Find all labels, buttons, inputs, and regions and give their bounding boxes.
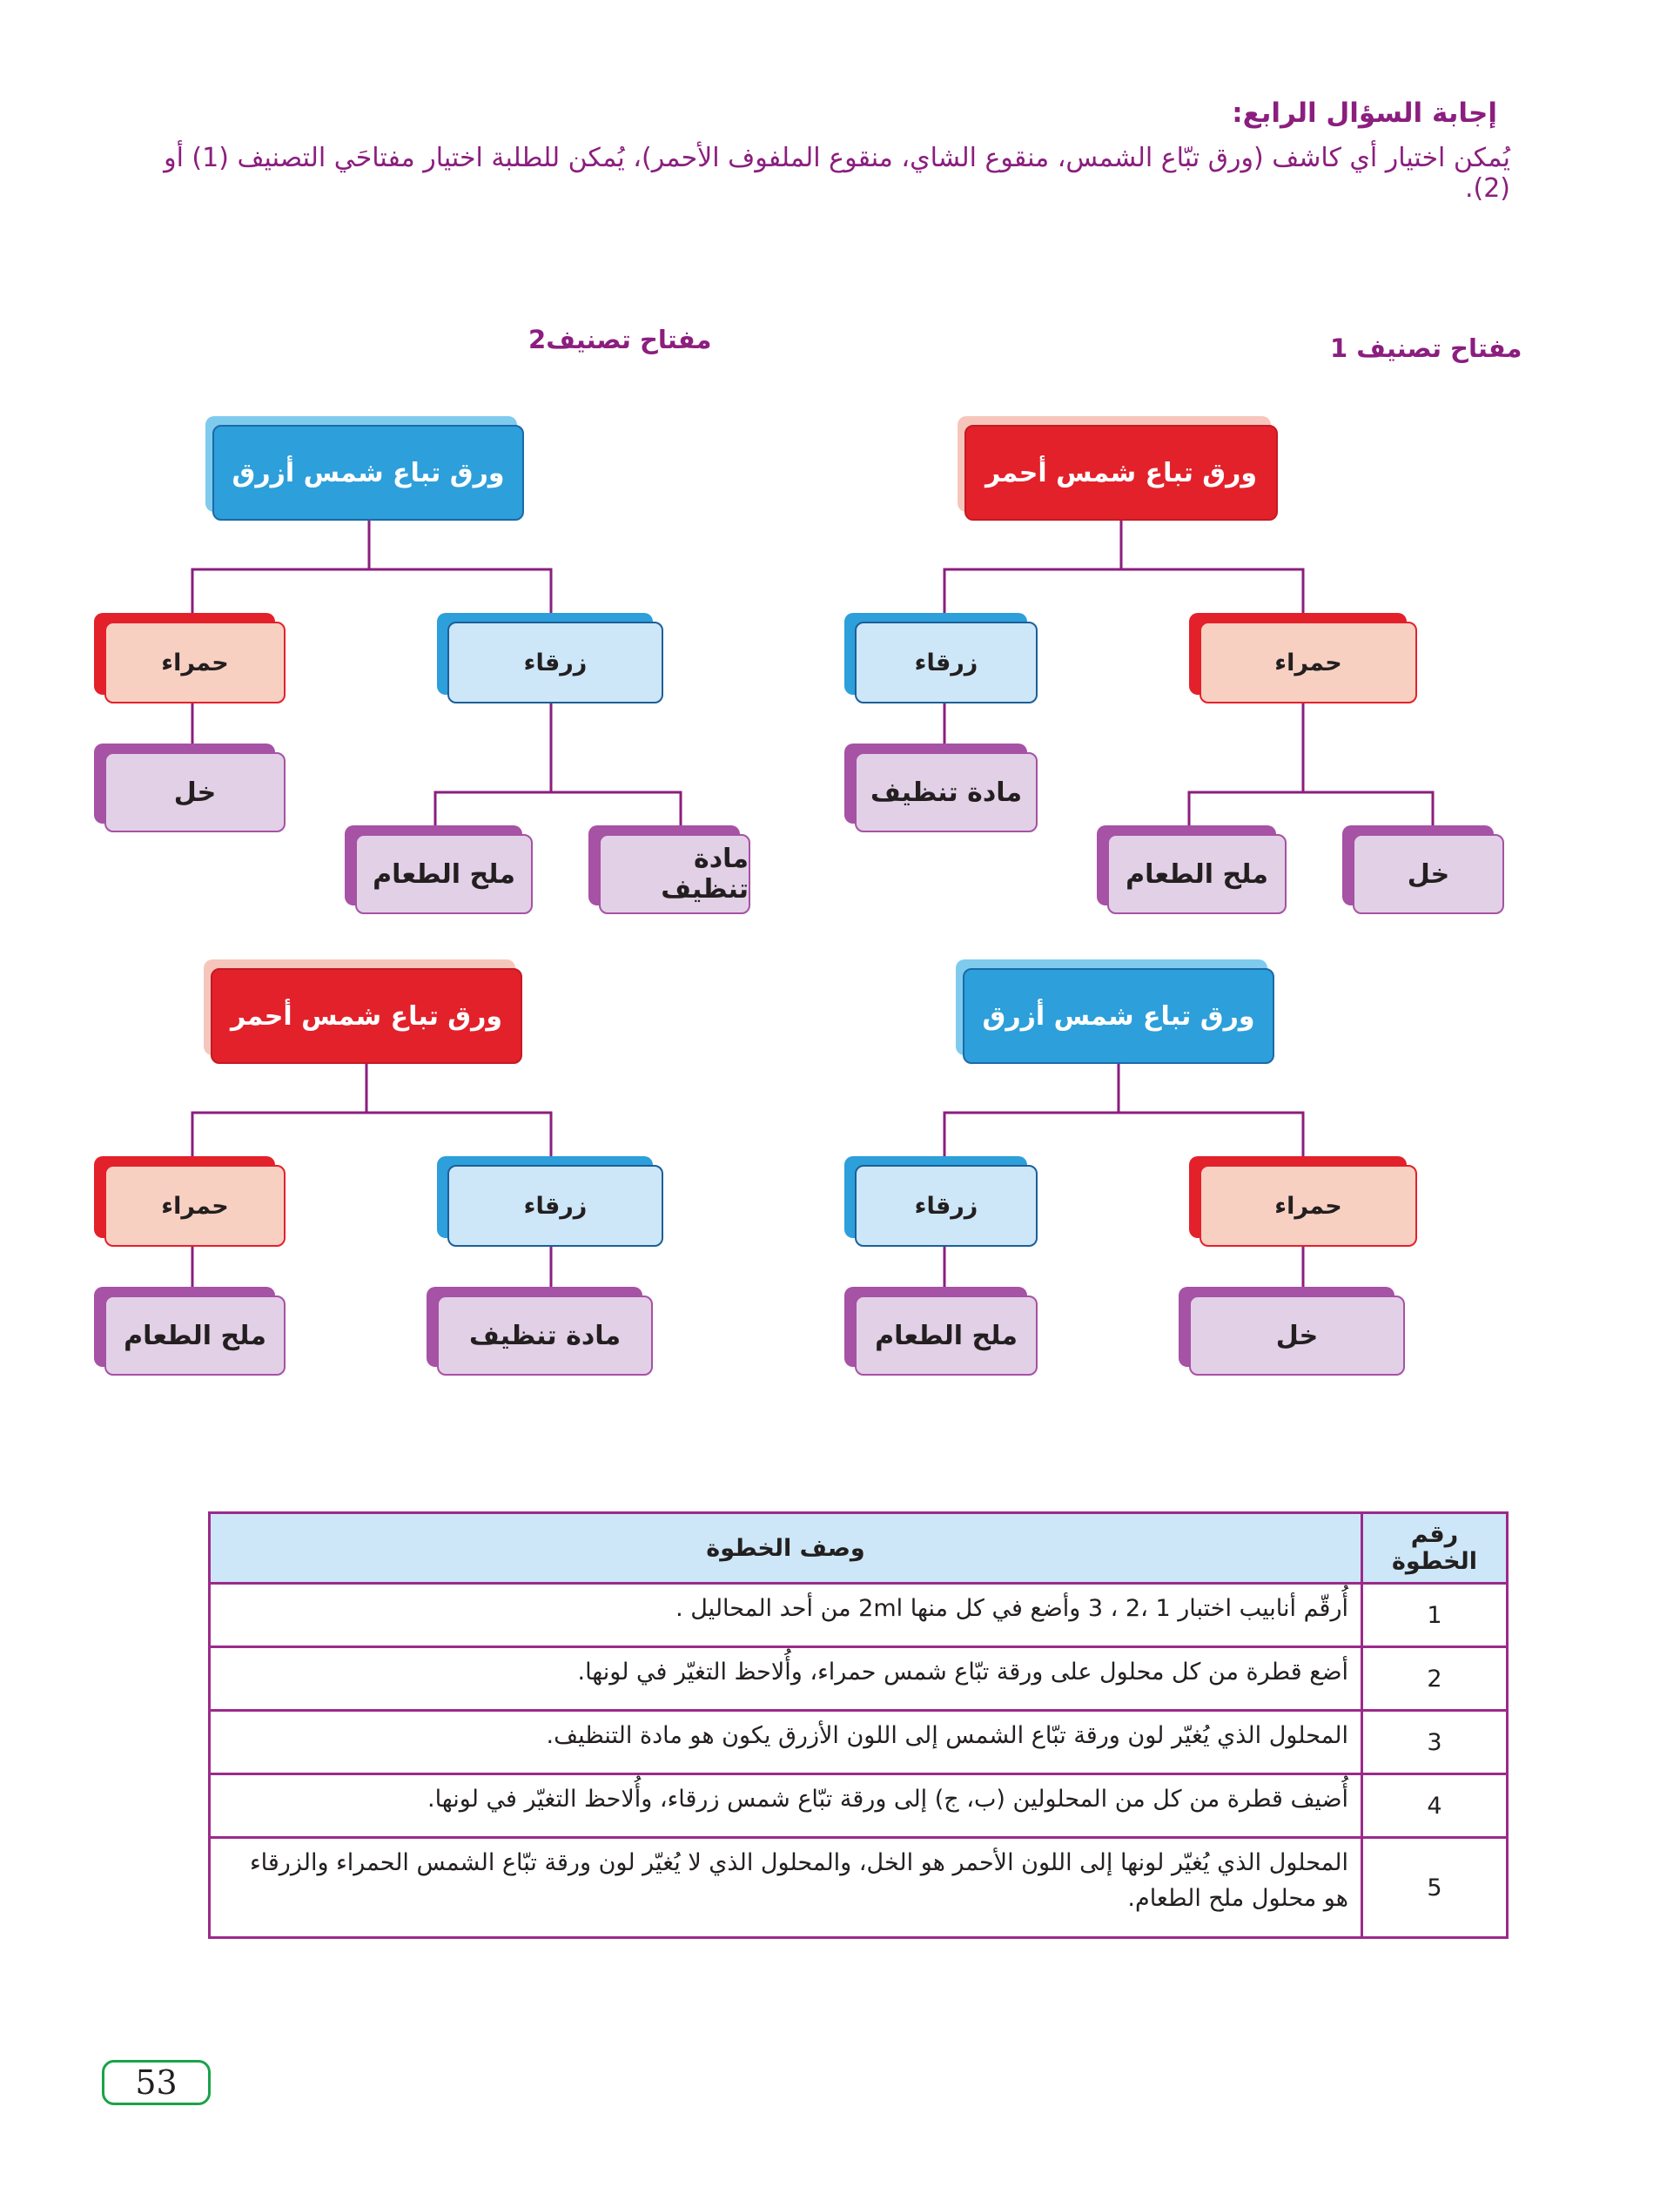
steps-table [208, 1511, 1509, 1939]
step-description: أُرقّم أنابيب اختبار 1 ،2 ، 3 وأضع في كل منها 2ml من أحد المحاليل . [210, 1584, 1362, 1647]
k2-bottom-cleaner-label: مادة تنظيف [437, 1296, 653, 1376]
k1-bottom-vinegar-label: خل [1189, 1296, 1405, 1376]
intro-paragraph: يُمكن اختيار أي كاشف (ورق تبّاع الشمس، منقوع الشاي، منقوع الملفوف الأحمر)، يُمكن للطلبة اختيار مفتاحَي التصنيف (1) أو (2). [164, 143, 1510, 204]
step-number: 3 [1362, 1711, 1508, 1774]
step-number: 1 [1362, 1584, 1508, 1647]
k1-bottom-red-node [1200, 1165, 1417, 1247]
k1-top-red-label: حمراء [1200, 622, 1417, 703]
step-description: المحلول الذي يُغيّر لونها إلى اللون الأحمر هو الخل، والمحلول الذي لا يُغيّر لون ورقة تبّاع الشمس الحمراء والزرقاء هو محلول ملح الطعام. [210, 1838, 1362, 1938]
k2-top-root-label: ورق تباع شمس أزرق [212, 425, 524, 521]
k2-top-red-node [104, 622, 286, 703]
k2-top-vinegar-label: خل [104, 752, 286, 832]
k2-top-root-node [212, 425, 524, 521]
key2-title: مفتاح تصنيف2 [528, 325, 712, 354]
k1-top-blue-label: زرقاء [855, 622, 1038, 703]
k2-bottom-root-node [211, 968, 522, 1064]
step-description: أضع قطرة من كل محلول على ورقة تبّاع شمس حمراء، وأُلاحظ التغيّر في لونها. [210, 1647, 1362, 1711]
step-number: 4 [1362, 1774, 1508, 1838]
table-row [210, 1774, 1508, 1838]
k2-bottom-salt-node [104, 1296, 286, 1376]
step-number: 5 [1362, 1838, 1508, 1938]
k2-bottom-salt-label: ملح الطعام [104, 1296, 286, 1376]
k1-top-vinegar-label: خل [1353, 834, 1504, 914]
step-number: 2 [1362, 1647, 1508, 1711]
k1-top-cleaner-label: مادة تنظيف [855, 752, 1038, 832]
k2-top-cleaner-label: مادة تنظيف [599, 834, 750, 914]
k2-top-vinegar-node [104, 752, 286, 832]
k1-bottom-salt-label: ملح الطعام [855, 1296, 1038, 1376]
k1-bottom-root-label: ورق تباع شمس أزرق [963, 968, 1274, 1064]
k2-bottom-red-node [104, 1165, 286, 1247]
k2-bottom-blue-label: زرقاء [447, 1165, 663, 1247]
k2-top-salt-node [355, 834, 533, 914]
k2-top-red-label: حمراء [104, 622, 286, 703]
k1-top-salt-node [1107, 834, 1287, 914]
k1-bottom-salt-node [855, 1296, 1038, 1376]
k2-bottom-root-label: ورق تباع شمس أحمر [211, 968, 522, 1064]
page-number: 53 [102, 2060, 211, 2105]
table-row [210, 1647, 1508, 1711]
table-header-desc: وصف الخطوة [210, 1513, 1362, 1584]
table-row [210, 1838, 1508, 1938]
table-header-num: رقم الخطوة [1362, 1513, 1508, 1584]
k1-top-cleaner-node [855, 752, 1038, 832]
k1-bottom-blue-node [855, 1165, 1038, 1247]
k2-top-blue-label: زرقاء [447, 622, 663, 703]
k1-bottom-vinegar-node [1189, 1296, 1405, 1376]
k1-top-salt-label: ملح الطعام [1107, 834, 1287, 914]
k1-top-vinegar-node [1353, 834, 1504, 914]
k1-top-red-node [1200, 622, 1417, 703]
k1-top-blue-node [855, 622, 1038, 703]
k2-bottom-blue-node [447, 1165, 663, 1247]
k1-top-root-node [964, 425, 1278, 521]
k2-bottom-red-label: حمراء [104, 1165, 286, 1247]
section-heading: إجابة السؤال الرابع: [1232, 98, 1497, 129]
k1-top-root-label: ورق تباع شمس أحمر [964, 425, 1278, 521]
k2-top-cleaner-node [599, 834, 750, 914]
k2-bottom-cleaner-node [437, 1296, 653, 1376]
table-row [210, 1711, 1508, 1774]
k1-bottom-red-label: حمراء [1200, 1165, 1417, 1247]
table-row [210, 1584, 1508, 1647]
k2-top-blue-node [447, 622, 663, 703]
key1-title: مفتاح تصنيف 1 [1330, 333, 1522, 363]
step-description: أُضيف قطرة من كل من المحلولين (ب، ج) إلى ورقة تبّاع شمس زرقاء، وأُلاحظ التغيّر في لونها. [210, 1774, 1362, 1838]
k1-bottom-root-node [963, 968, 1274, 1064]
step-description: المحلول الذي يُغيّر لون ورقة تبّاع الشمس إلى اللون الأزرق يكون هو مادة التنظيف. [210, 1711, 1362, 1774]
k2-top-salt-label: ملح الطعام [355, 834, 533, 914]
k1-bottom-blue-label: زرقاء [855, 1165, 1038, 1247]
